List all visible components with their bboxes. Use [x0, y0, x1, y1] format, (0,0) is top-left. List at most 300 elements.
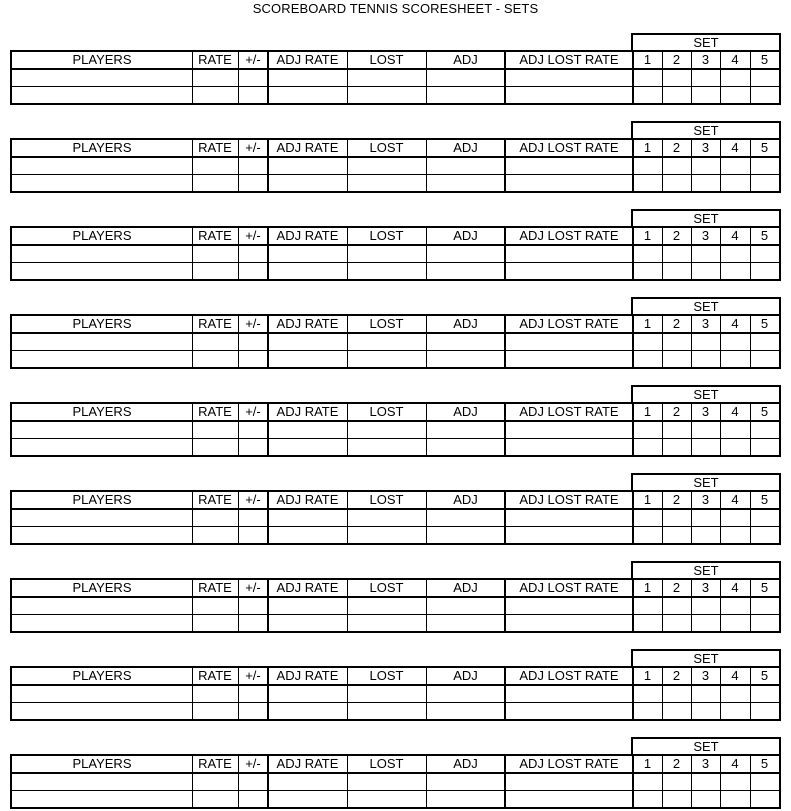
score-cell[interactable] — [238, 598, 268, 614]
score-cell[interactable] — [192, 774, 238, 790]
score-cell[interactable] — [192, 422, 238, 438]
score-cell[interactable] — [720, 263, 750, 279]
column-divider — [267, 140, 269, 191]
set-header: SET — [631, 121, 781, 138]
column-header: RATE — [198, 140, 232, 155]
score-cell[interactable] — [12, 263, 192, 279]
score-cell[interactable] — [750, 774, 779, 790]
score-cell[interactable] — [691, 422, 720, 438]
score-cell[interactable] — [426, 615, 505, 631]
score-cell[interactable] — [750, 158, 779, 174]
score-cell[interactable] — [192, 158, 238, 174]
column-header: LOST — [369, 404, 404, 419]
column-divider — [750, 140, 751, 191]
column-divider — [632, 756, 634, 807]
score-cell[interactable] — [426, 439, 505, 455]
score-cell[interactable] — [426, 351, 505, 367]
score-cell[interactable] — [268, 422, 347, 438]
column-divider — [691, 756, 692, 807]
column-divider — [426, 52, 427, 103]
score-cell[interactable] — [12, 703, 192, 719]
score-cell[interactable] — [662, 615, 691, 631]
column-header: 5 — [760, 140, 769, 155]
score-block — [10, 121, 780, 193]
column-header: 4 — [731, 492, 739, 507]
score-cell[interactable] — [633, 246, 662, 262]
header-row — [12, 492, 779, 510]
player-row — [12, 615, 779, 631]
score-cell[interactable] — [750, 175, 779, 191]
score-cell[interactable] — [192, 175, 238, 191]
column-header: 2 — [672, 668, 681, 683]
score-cell[interactable] — [268, 703, 347, 719]
score-cell[interactable] — [720, 422, 750, 438]
column-divider — [347, 756, 348, 807]
score-cell[interactable] — [720, 791, 750, 807]
score-cell[interactable] — [505, 703, 633, 719]
score-cell[interactable] — [691, 598, 720, 614]
score-cell[interactable] — [238, 158, 268, 174]
score-cell[interactable] — [633, 686, 662, 702]
score-cell[interactable] — [750, 703, 779, 719]
score-cell[interactable] — [505, 774, 633, 790]
score-cell[interactable] — [192, 510, 238, 526]
score-cell[interactable] — [750, 70, 779, 86]
score-cell[interactable] — [238, 510, 268, 526]
score-cell[interactable] — [662, 158, 691, 174]
score-cell[interactable] — [691, 774, 720, 790]
column-header: 4 — [731, 228, 739, 243]
column-header: +/- — [245, 492, 261, 507]
score-cell[interactable] — [426, 246, 505, 262]
column-divider — [192, 580, 193, 631]
score-cell[interactable] — [691, 527, 720, 543]
score-cell[interactable] — [268, 686, 347, 702]
column-header: 5 — [760, 668, 769, 683]
score-cell[interactable] — [662, 70, 691, 86]
score-cell[interactable] — [720, 510, 750, 526]
score-cell[interactable] — [633, 615, 662, 631]
score-cell[interactable] — [662, 263, 691, 279]
column-header: 3 — [701, 52, 710, 67]
column-header: ADJ LOST RATE — [519, 52, 619, 67]
column-divider — [504, 580, 506, 631]
column-header: 5 — [760, 580, 769, 595]
column-header: PLAYERS — [72, 228, 132, 243]
column-divider — [426, 228, 427, 279]
column-divider — [426, 404, 427, 455]
score-cell[interactable] — [691, 175, 720, 191]
score-cell[interactable] — [268, 510, 347, 526]
score-cell[interactable] — [633, 510, 662, 526]
score-cell[interactable] — [505, 351, 633, 367]
score-cell[interactable] — [505, 334, 633, 350]
score-cell[interactable] — [426, 774, 505, 790]
column-divider — [632, 668, 634, 719]
score-cell[interactable] — [720, 774, 750, 790]
score-cell[interactable] — [268, 175, 347, 191]
score-cell[interactable] — [347, 158, 426, 174]
score-cell[interactable] — [662, 246, 691, 262]
score-cell[interactable] — [750, 510, 779, 526]
score-cell[interactable] — [505, 422, 633, 438]
score-cell[interactable] — [633, 527, 662, 543]
score-cell[interactable] — [662, 527, 691, 543]
score-cell[interactable] — [268, 158, 347, 174]
score-cell[interactable] — [426, 791, 505, 807]
score-cell[interactable] — [633, 422, 662, 438]
score-cell[interactable] — [347, 774, 426, 790]
column-header: ADJ LOST RATE — [519, 668, 619, 683]
column-header: 3 — [701, 228, 710, 243]
score-cell[interactable] — [505, 598, 633, 614]
score-cell[interactable] — [12, 87, 192, 103]
player-row — [12, 87, 779, 103]
score-cell[interactable] — [347, 598, 426, 614]
score-cell[interactable] — [691, 334, 720, 350]
score-cell[interactable] — [426, 263, 505, 279]
column-header: ADJ — [453, 668, 478, 683]
score-cell[interactable] — [12, 175, 192, 191]
score-cell[interactable] — [347, 175, 426, 191]
score-cell[interactable] — [12, 422, 192, 438]
column-header: ADJ — [453, 756, 478, 771]
score-cell[interactable] — [505, 510, 633, 526]
column-header: 2 — [672, 140, 681, 155]
score-cell[interactable] — [720, 246, 750, 262]
header-row — [12, 580, 779, 598]
score-cell[interactable] — [720, 686, 750, 702]
column-header: ADJ — [453, 52, 478, 67]
score-cell[interactable] — [505, 87, 633, 103]
score-cell[interactable] — [12, 527, 192, 543]
header-row — [12, 404, 779, 422]
score-cell[interactable] — [720, 703, 750, 719]
column-header: ADJ — [453, 580, 478, 595]
score-cell[interactable] — [691, 158, 720, 174]
column-header: ADJ RATE — [276, 668, 339, 683]
set-header: SET — [631, 649, 781, 666]
score-cell[interactable] — [750, 598, 779, 614]
score-cell[interactable] — [505, 791, 633, 807]
score-cell[interactable] — [12, 615, 192, 631]
score-cell[interactable] — [426, 87, 505, 103]
score-cell[interactable] — [238, 686, 268, 702]
score-cell[interactable] — [691, 351, 720, 367]
score-cell[interactable] — [720, 439, 750, 455]
score-cell[interactable] — [12, 510, 192, 526]
score-cell[interactable] — [691, 686, 720, 702]
score-cell[interactable] — [720, 351, 750, 367]
score-cell[interactable] — [192, 263, 238, 279]
score-cell[interactable] — [12, 351, 192, 367]
score-cell[interactable] — [426, 703, 505, 719]
column-divider — [192, 404, 193, 455]
score-cell[interactable] — [633, 175, 662, 191]
score-cell[interactable] — [505, 246, 633, 262]
score-cell[interactable] — [268, 791, 347, 807]
score-cell[interactable] — [750, 439, 779, 455]
score-cell[interactable] — [426, 334, 505, 350]
score-cell[interactable] — [662, 774, 691, 790]
score-cell[interactable] — [192, 87, 238, 103]
score-cell[interactable] — [426, 686, 505, 702]
column-header: 4 — [731, 140, 739, 155]
score-cell[interactable] — [662, 510, 691, 526]
score-cell[interactable] — [238, 422, 268, 438]
score-cell[interactable] — [691, 263, 720, 279]
score-cell[interactable] — [750, 791, 779, 807]
score-cell[interactable] — [720, 598, 750, 614]
score-cell[interactable] — [750, 263, 779, 279]
score-cell[interactable] — [633, 351, 662, 367]
score-cell[interactable] — [238, 175, 268, 191]
score-cell[interactable] — [505, 615, 633, 631]
score-cell[interactable] — [268, 263, 347, 279]
score-cell[interactable] — [347, 527, 426, 543]
score-cell[interactable] — [750, 246, 779, 262]
score-cell[interactable] — [426, 510, 505, 526]
score-cell[interactable] — [12, 598, 192, 614]
score-cell[interactable] — [268, 351, 347, 367]
column-header: RATE — [198, 756, 232, 771]
score-cell[interactable] — [662, 791, 691, 807]
score-cell[interactable] — [192, 703, 238, 719]
column-divider — [504, 228, 506, 279]
score-cell[interactable] — [192, 246, 238, 262]
column-header: 2 — [672, 580, 681, 595]
column-header: RATE — [198, 228, 232, 243]
score-cell[interactable] — [268, 527, 347, 543]
score-cell[interactable] — [633, 263, 662, 279]
score-cell[interactable] — [347, 263, 426, 279]
score-cell[interactable] — [662, 175, 691, 191]
column-divider — [238, 404, 239, 455]
score-cell[interactable] — [426, 527, 505, 543]
score-cell[interactable] — [750, 615, 779, 631]
score-cell[interactable] — [192, 439, 238, 455]
score-cell[interactable] — [12, 334, 192, 350]
score-cell[interactable] — [268, 615, 347, 631]
score-cell[interactable] — [720, 87, 750, 103]
column-divider — [720, 52, 721, 103]
column-divider — [504, 52, 506, 103]
score-cell[interactable] — [633, 774, 662, 790]
header-row — [12, 316, 779, 334]
score-cell[interactable] — [633, 439, 662, 455]
score-cell[interactable] — [347, 87, 426, 103]
score-cell[interactable] — [347, 70, 426, 86]
column-header: 1 — [643, 404, 652, 419]
header-row — [12, 756, 779, 774]
score-cell[interactable] — [238, 615, 268, 631]
score-cell[interactable] — [238, 351, 268, 367]
column-divider — [238, 140, 239, 191]
column-header: ADJ RATE — [276, 492, 339, 507]
score-cell[interactable] — [750, 686, 779, 702]
score-cell[interactable] — [347, 510, 426, 526]
column-header: 1 — [643, 580, 652, 595]
score-cell[interactable] — [238, 791, 268, 807]
score-cell[interactable] — [426, 158, 505, 174]
score-cell[interactable] — [662, 351, 691, 367]
player-row — [12, 158, 779, 175]
score-cell[interactable] — [505, 158, 633, 174]
score-cell[interactable] — [505, 439, 633, 455]
score-cell[interactable] — [238, 703, 268, 719]
score-cell[interactable] — [268, 598, 347, 614]
score-cell[interactable] — [720, 527, 750, 543]
column-header: 1 — [643, 140, 652, 155]
column-divider — [691, 668, 692, 719]
score-cell[interactable] — [238, 70, 268, 86]
score-cell[interactable] — [12, 158, 192, 174]
score-cell[interactable] — [238, 527, 268, 543]
score-cell[interactable] — [238, 87, 268, 103]
score-cell[interactable] — [691, 70, 720, 86]
score-cell[interactable] — [662, 703, 691, 719]
score-cell[interactable] — [426, 70, 505, 86]
score-cell[interactable] — [238, 263, 268, 279]
column-header: 2 — [672, 756, 681, 771]
score-cell[interactable] — [691, 246, 720, 262]
score-cell[interactable] — [633, 87, 662, 103]
score-cell[interactable] — [238, 439, 268, 455]
score-grid — [10, 138, 781, 193]
score-cell[interactable] — [426, 598, 505, 614]
score-cell[interactable] — [505, 263, 633, 279]
score-cell[interactable] — [12, 686, 192, 702]
score-cell[interactable] — [691, 791, 720, 807]
score-cell[interactable] — [505, 175, 633, 191]
score-cell[interactable] — [691, 510, 720, 526]
score-cell[interactable] — [691, 615, 720, 631]
score-cell[interactable] — [268, 774, 347, 790]
score-cell[interactable] — [720, 615, 750, 631]
score-cell[interactable] — [662, 598, 691, 614]
column-header: 5 — [760, 404, 769, 419]
score-cell[interactable] — [662, 422, 691, 438]
score-cell[interactable] — [12, 439, 192, 455]
score-cell[interactable] — [662, 686, 691, 702]
column-divider — [192, 316, 193, 367]
score-cell[interactable] — [691, 87, 720, 103]
score-cell[interactable] — [750, 334, 779, 350]
score-cell[interactable] — [347, 422, 426, 438]
score-cell[interactable] — [750, 351, 779, 367]
column-header: ADJ LOST RATE — [519, 492, 619, 507]
score-cell[interactable] — [192, 598, 238, 614]
column-divider — [238, 52, 239, 103]
score-cell[interactable] — [633, 703, 662, 719]
score-cell[interactable] — [192, 527, 238, 543]
score-cell[interactable] — [268, 246, 347, 262]
column-header: PLAYERS — [72, 756, 132, 771]
score-cell[interactable] — [12, 791, 192, 807]
score-cell[interactable] — [505, 70, 633, 86]
score-cell[interactable] — [691, 439, 720, 455]
column-divider — [347, 140, 348, 191]
score-cell[interactable] — [662, 334, 691, 350]
column-header: +/- — [245, 404, 261, 419]
score-cell[interactable] — [426, 422, 505, 438]
score-cell[interactable] — [720, 70, 750, 86]
score-cell[interactable] — [633, 158, 662, 174]
column-header: ADJ LOST RATE — [519, 228, 619, 243]
score-cell[interactable] — [426, 175, 505, 191]
score-cell[interactable] — [192, 615, 238, 631]
score-cell[interactable] — [347, 791, 426, 807]
score-cell[interactable] — [238, 334, 268, 350]
score-cell[interactable] — [12, 774, 192, 790]
score-cell[interactable] — [720, 175, 750, 191]
score-cell[interactable] — [720, 334, 750, 350]
score-cell[interactable] — [347, 246, 426, 262]
player-row — [12, 510, 779, 527]
column-divider — [632, 228, 634, 279]
column-header: +/- — [245, 228, 261, 243]
player-row — [12, 70, 779, 87]
column-header: 1 — [643, 668, 652, 683]
score-cell[interactable] — [347, 615, 426, 631]
player-row — [12, 439, 779, 455]
score-cell[interactable] — [192, 70, 238, 86]
score-cell[interactable] — [347, 439, 426, 455]
score-cell[interactable] — [347, 703, 426, 719]
column-divider — [691, 316, 692, 367]
score-cell[interactable] — [238, 246, 268, 262]
score-cell[interactable] — [750, 527, 779, 543]
column-header: 2 — [672, 228, 681, 243]
score-cell[interactable] — [633, 791, 662, 807]
score-cell[interactable] — [12, 70, 192, 86]
score-cell[interactable] — [192, 334, 238, 350]
score-cell[interactable] — [268, 439, 347, 455]
score-cell[interactable] — [347, 334, 426, 350]
score-cell[interactable] — [505, 686, 633, 702]
column-header: LOST — [369, 756, 404, 771]
score-cell[interactable] — [720, 158, 750, 174]
column-divider — [662, 52, 663, 103]
score-cell[interactable] — [192, 351, 238, 367]
score-cell[interactable] — [750, 87, 779, 103]
score-cell[interactable] — [662, 87, 691, 103]
score-cell[interactable] — [12, 246, 192, 262]
score-cell[interactable] — [347, 686, 426, 702]
score-cell[interactable] — [268, 334, 347, 350]
column-header: 5 — [760, 52, 769, 67]
score-cell[interactable] — [750, 422, 779, 438]
score-cell[interactable] — [192, 686, 238, 702]
column-divider — [426, 316, 427, 367]
score-cell[interactable] — [192, 791, 238, 807]
column-header: 1 — [643, 316, 652, 331]
score-cell[interactable] — [347, 351, 426, 367]
score-cell[interactable] — [238, 774, 268, 790]
column-divider — [347, 404, 348, 455]
score-cell[interactable] — [505, 527, 633, 543]
score-cell[interactable] — [268, 70, 347, 86]
column-header: 2 — [672, 316, 681, 331]
score-cell[interactable] — [633, 598, 662, 614]
score-cell[interactable] — [633, 70, 662, 86]
column-header: 3 — [701, 580, 710, 595]
score-cell[interactable] — [633, 334, 662, 350]
score-cell[interactable] — [662, 439, 691, 455]
column-header: +/- — [245, 756, 261, 771]
score-cell[interactable] — [691, 703, 720, 719]
score-cell[interactable] — [268, 87, 347, 103]
